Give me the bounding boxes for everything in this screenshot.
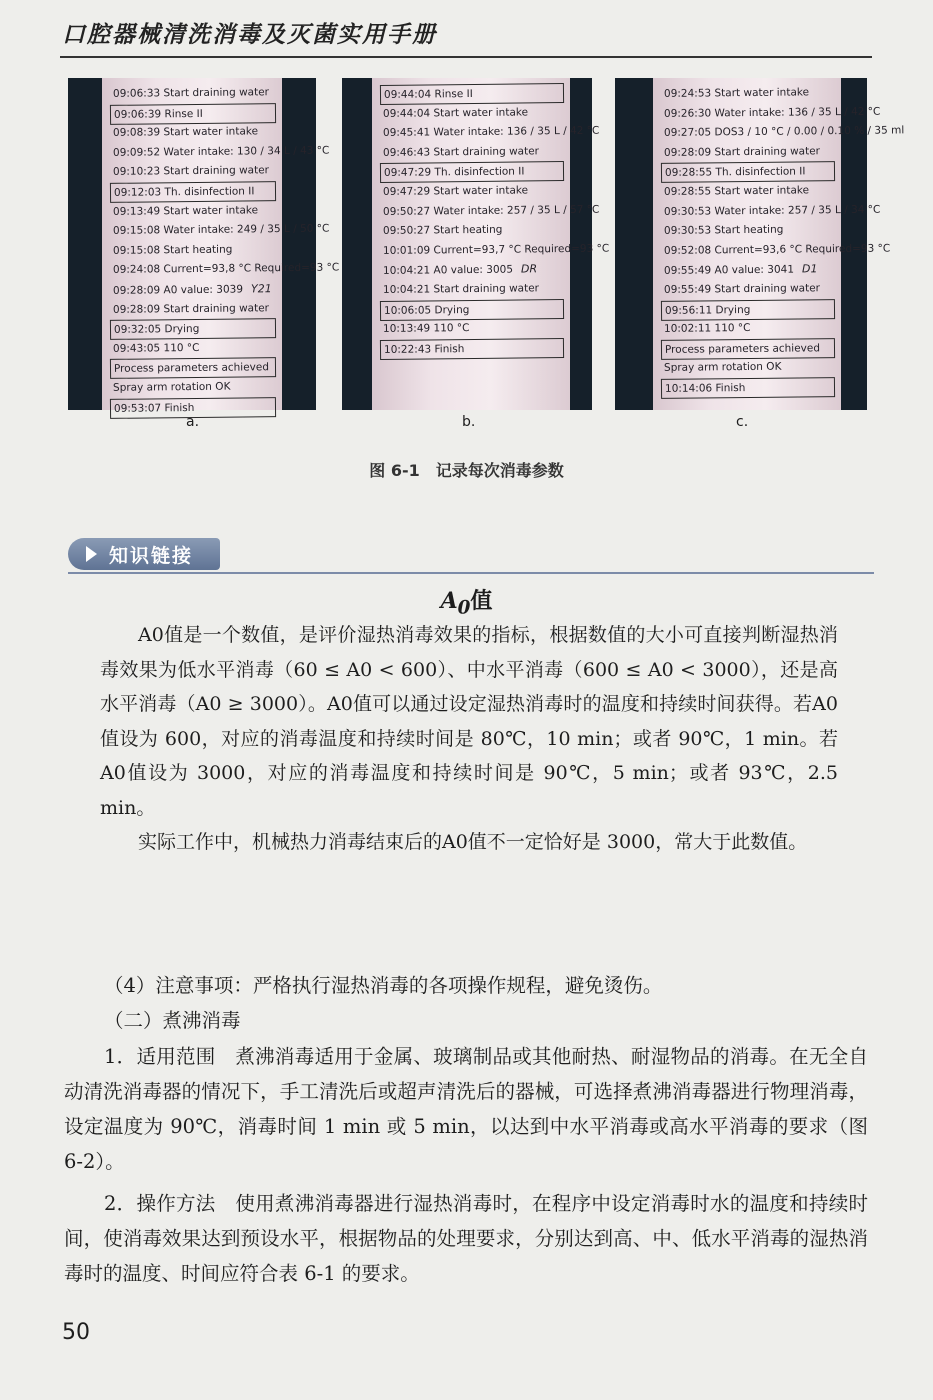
photo-label-b: b. [462, 414, 476, 430]
receipt-line: 09:28:09 Start draining water [663, 145, 821, 159]
receipt-line: 09:53:07 Finish [110, 397, 276, 418]
receipt-line: 09:56:11 Drying [661, 299, 835, 320]
receipt-line: 09:47:29 Th. disinfection II [380, 161, 564, 183]
receipt-line: 09:28:09 A0 value: 3039 Y21 [112, 282, 272, 297]
receipt-line: 10:22:43 Finish [380, 338, 564, 360]
receipt-line: 09:43:05 110 °C [112, 341, 200, 355]
receipt-line: 09:47:29 Start water intake [382, 184, 529, 198]
play-arrow-icon [86, 546, 97, 562]
receipt-c [653, 78, 905, 410]
knowledge-link-label: 知识链接 [109, 544, 194, 567]
receipt-line: 09:32:05 Drying [110, 318, 276, 339]
knowledge-link-banner [68, 538, 220, 570]
receipt-line: 09:46:43 Start draining water [382, 145, 540, 159]
running-header: 口腔器械清洗消毒及灭菌实用手册 [62, 21, 437, 48]
photo-label-c: c. [736, 414, 749, 430]
body-paragraph-scope: 1．适用范围 煮沸消毒适用于金属、玻璃制品或其他耐热、耐湿物品的消毒。在无全自动清洗消毒器的情况下，手工清洗后或超声清洗后的器械，可选择煮沸消毒器进行物理消毒，设定温度为 90℃，消毒时间 1 min 或 5 min，以达到中水平消毒或高水平消毒的要求（图 6-2）。 [64, 1045, 868, 1173]
receipt-line: 09:50:27 Water intake: 257 / 35 L / 57 °C [382, 203, 600, 218]
receipt-line: 10:04:21 A0 value: 3005 DR [382, 262, 538, 278]
receipt-line: 09:10:23 Start draining water [112, 164, 270, 179]
photo-c [615, 78, 905, 410]
figure-caption-text: 记录每次消毒参数 [435, 461, 564, 480]
figure-caption [0, 458, 933, 481]
receipt-line: Spray arm rotation OK [663, 360, 782, 375]
handwritten-initials: Y21 [250, 282, 272, 296]
knowledge-title [0, 584, 933, 618]
receipt-line: 09:15:08 Start heating [112, 243, 233, 257]
receipt-line: 09:26:30 Water intake: 136 / 35 L / 42 °C [663, 105, 881, 120]
body-paragraph-method: 2．操作方法 使用煮沸消毒器进行湿热消毒时，在程序中设定消毒时水的温度和持续时间，使消毒效果达到预设水平，根据物品的处理要求，分别达到高、中、低水平消毒的湿热消毒时的温度、时间应符合表 6-1 的要求。 [64, 1192, 868, 1285]
knowledge-paragraph-1: A0值是一个数值，是评价湿热消毒效果的指标，根据数值的大小可直接判断湿热消毒效果为低水平消毒（60 ≤ A0 < 600）、中水平消毒（600 ≤ A0 < 3000），还是高水平消毒（A0 ≥ 3000）。A0值可以通过设定湿热消毒时的温度和持续时间获得。若A0值设为 600，对应的消毒温度和持续时间是 80℃，10 min；或者 90℃，1 min。若A0值设为 3000，对应的消毒温度和持续时间是 90℃，5 min；或者 93℃，2.5 min。 [100, 624, 838, 819]
receipt-line: 09:52:08 Current=93,6 °C Required=93 °C [663, 242, 891, 257]
receipt-line: Process parameters achieved [110, 357, 276, 378]
figure-caption-number: 图 6-1 [369, 461, 420, 480]
receipt-line: 09:28:55 Start water intake [663, 184, 810, 198]
receipt-line: 09:28:55 Th. disinfection II [661, 161, 835, 182]
receipt-line: 09:08:39 Start water intake [112, 125, 259, 140]
receipt-line: 09:24:53 Start water intake [663, 86, 810, 100]
knowledge-title-sub: 0 [457, 597, 471, 619]
knowledge-title-symbol: A [440, 588, 458, 614]
receipt-line: 09:09:52 Water intake: 130 / 34 L / 43 °C [112, 144, 330, 159]
receipt-line: 10:04:21 Start draining water [382, 282, 540, 296]
receipt-line: 09:55:49 A0 value: 3041 D1 [663, 262, 818, 278]
receipt-line: 09:55:49 Start draining water [663, 282, 821, 296]
handwritten-initials: DR [520, 262, 538, 276]
receipt-line: 09:15:08 Water intake: 249 / 35 L / 50 °C [112, 222, 330, 237]
handwritten-initials: D1 [801, 262, 818, 276]
receipt-a [102, 78, 340, 415]
receipt-line: 09:50:27 Start heating [382, 223, 503, 238]
photo-b [342, 78, 610, 410]
page-number: 50 [62, 1320, 90, 1345]
knowledge-paragraph-2: 实际工作中，机械热力消毒结束后的A0值不一定恰好是 3000，常大于此数值。 [138, 831, 808, 853]
receipt-line: 09:13:49 Start water intake [112, 203, 259, 218]
receipt-line: 10:01:09 Current=93,7 °C Required=93 °C [382, 242, 610, 257]
receipt-line: 09:44:04 Start water intake [382, 106, 529, 120]
receipt-line: Spray arm rotation OK [112, 380, 231, 394]
receipt-line: 10:14:06 Finish [661, 377, 835, 398]
header-rule [60, 56, 872, 58]
receipt-line: 09:30:53 Start heating [663, 223, 784, 238]
receipt-line: Process parameters achieved [661, 338, 835, 359]
receipt-line: 09:12:03 Th. disinfection II [110, 181, 276, 202]
receipt-line: 09:45:41 Water intake: 136 / 35 L / 42 °C [382, 124, 600, 140]
receipt-line: 09:06:39 Rinse II [110, 103, 276, 124]
banner-rule [68, 572, 874, 574]
body-paragraph-1: （4）注意事项：严格执行湿热消毒的各项操作规程，避免烫伤。 [104, 974, 663, 997]
receipt-line: 10:02:11 110 °C [663, 322, 751, 336]
receipt-line: 10:06:05 Drying [380, 299, 564, 321]
receipt-line: 09:28:09 Start draining water [112, 301, 270, 316]
photo-label-a: a. [186, 414, 200, 430]
receipt-line: 10:13:49 110 °C [382, 322, 470, 336]
receipt-line: 09:24:08 Current=93,8 °C Required=93 °C [112, 261, 340, 277]
receipt-line: 09:44:04 Rinse II [380, 83, 564, 105]
receipt-line: 09:27:05 DOS3 / 10 °C / 0.00 / 0.10 % / 35 ml [663, 124, 905, 140]
receipt-b [372, 78, 610, 410]
photo-a [68, 78, 340, 415]
body-heading-boiling: （二）煮沸消毒 [104, 1009, 241, 1032]
receipt-line: 09:06:33 Start draining water [112, 86, 270, 100]
knowledge-title-rest: 值 [470, 588, 493, 614]
receipt-line: 09:30:53 Water intake: 257 / 35 L / 34 °C [663, 203, 881, 218]
